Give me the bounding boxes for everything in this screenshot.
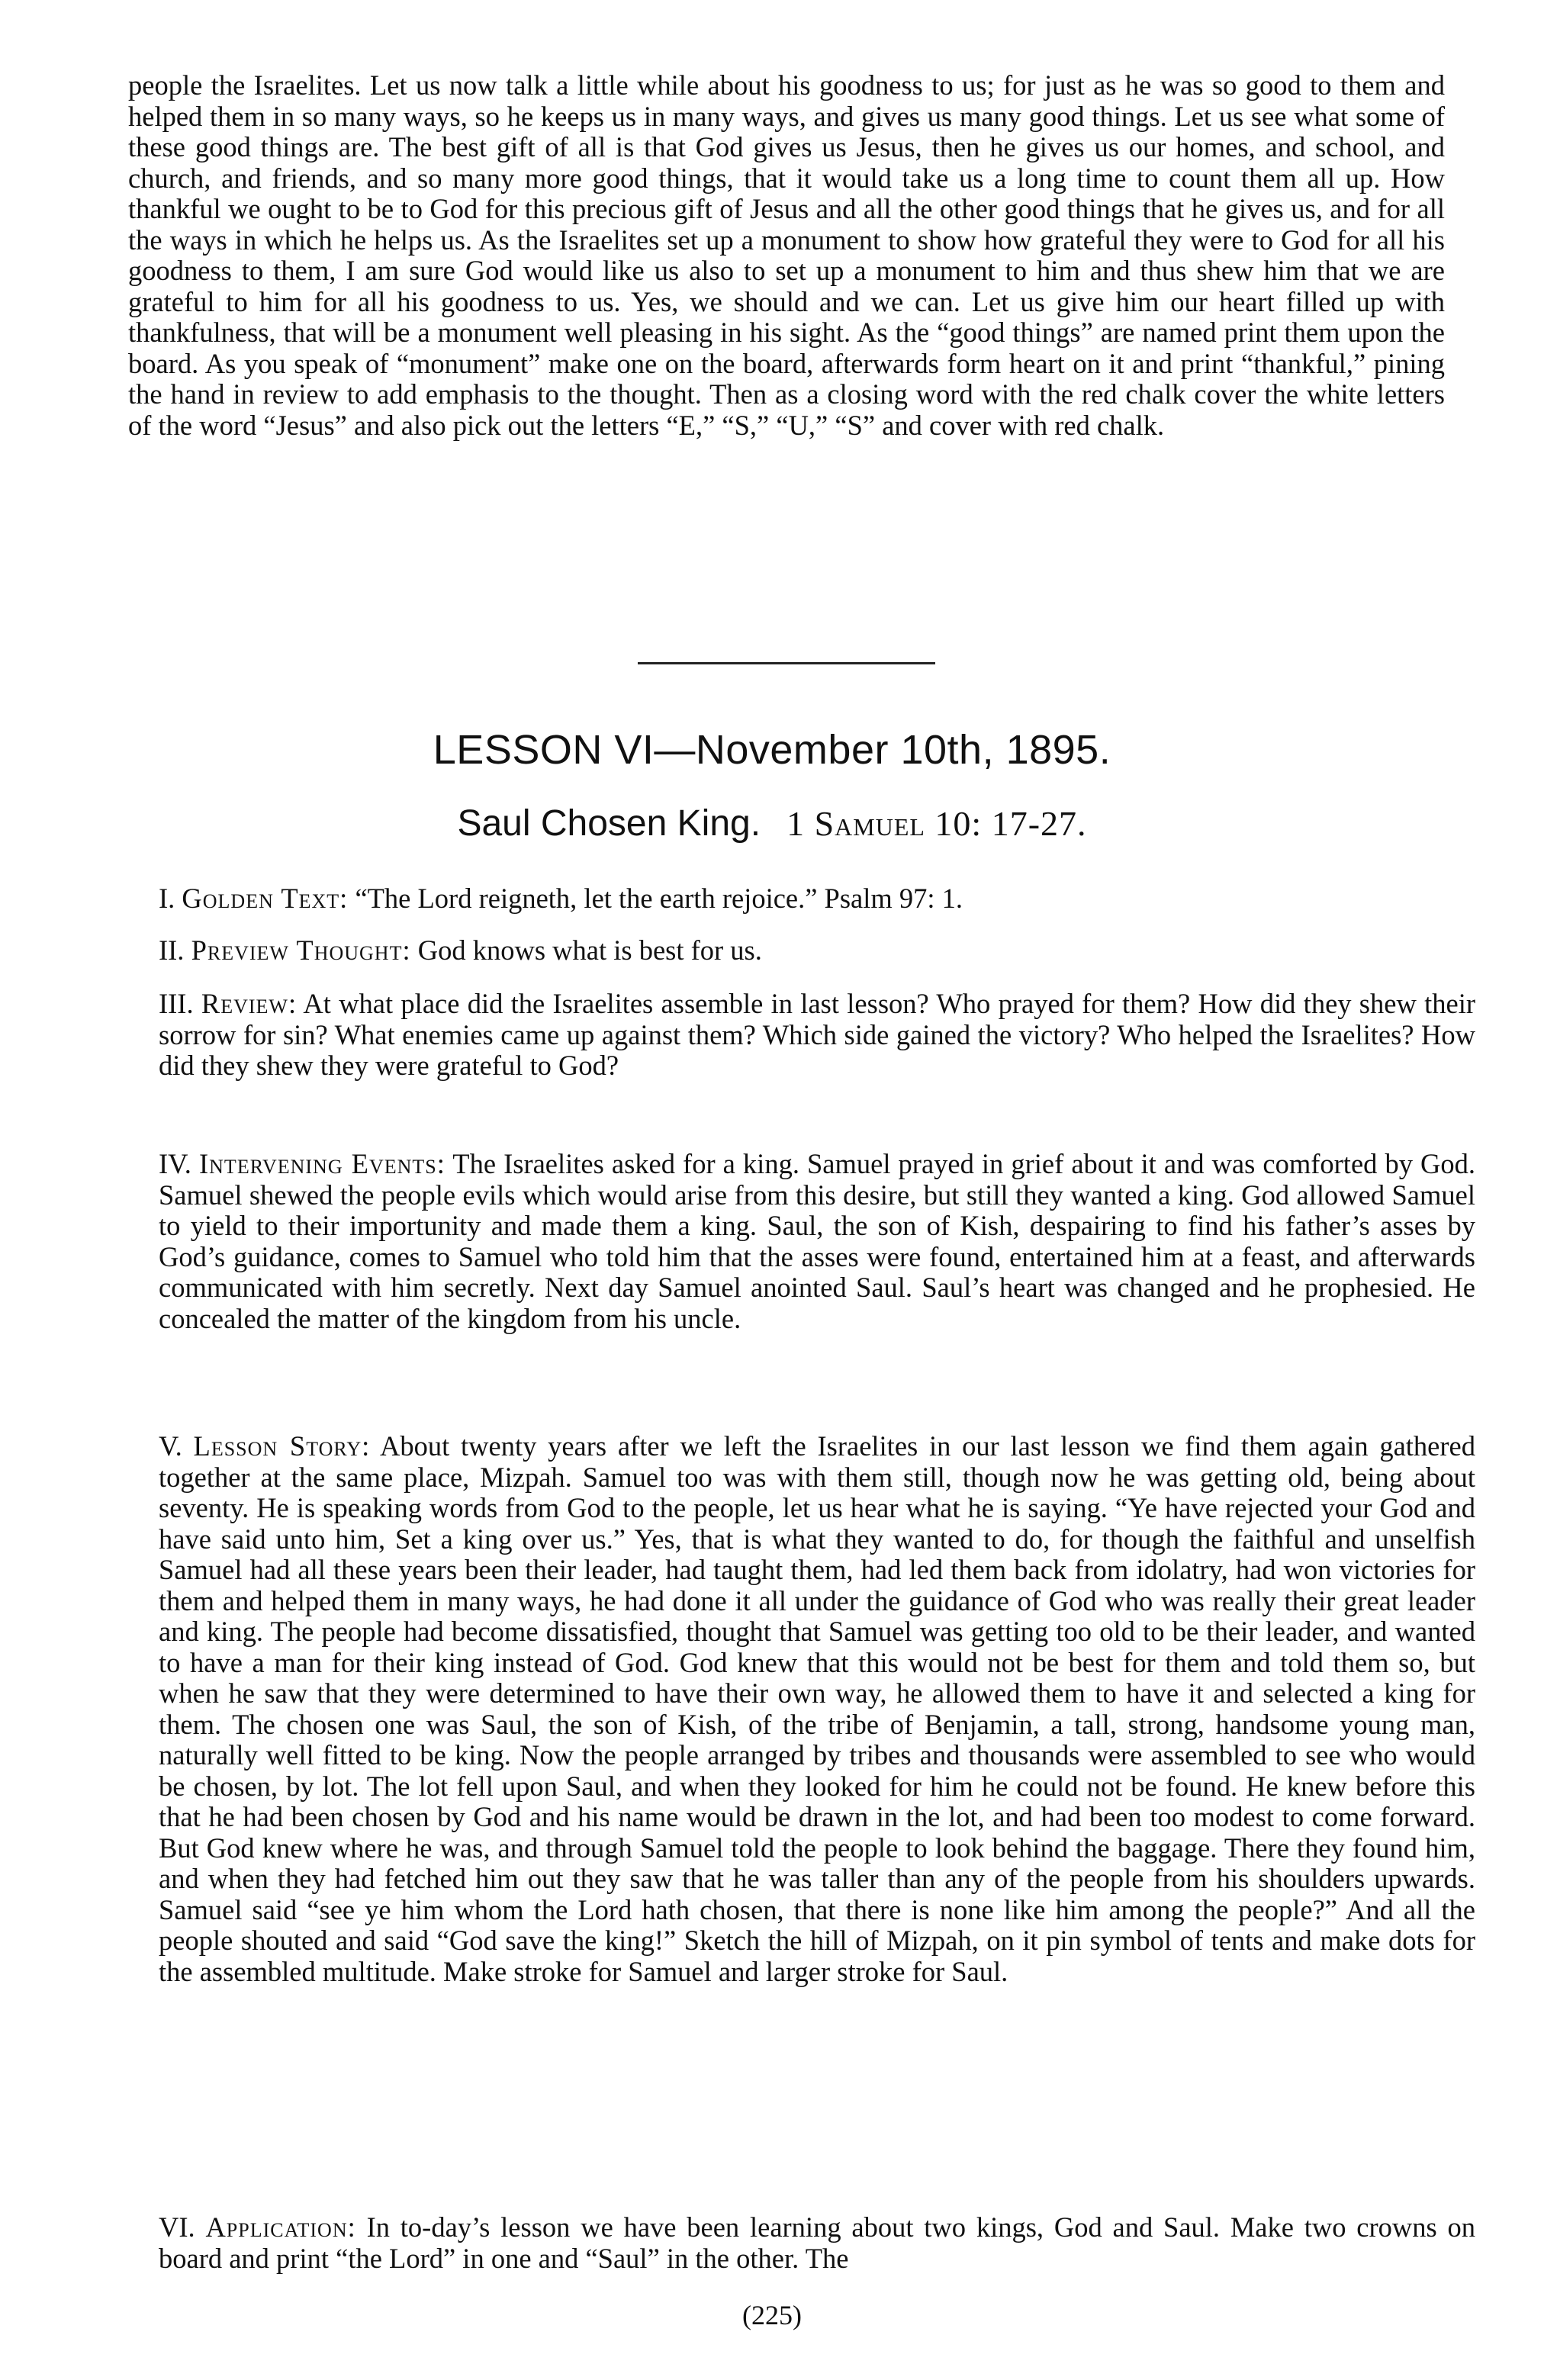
section-divider (638, 662, 935, 664)
scripture-reference: 1 Samuel 10: 17-27. (786, 804, 1087, 843)
section-golden-text (128, 883, 1475, 915)
section-text: In to-day’s lesson we have been learning about two kings, God and Saul. Make two crowns on board and print “the Lord” in one and “Saul” in the other. The (159, 2211, 1476, 2274)
section-intervening-events (128, 1149, 1475, 1334)
section-numeral: VI. (159, 2211, 195, 2243)
section-lesson-story (128, 1431, 1475, 1987)
section-numeral: II. (159, 934, 185, 966)
page-number: (225) (742, 2300, 802, 2330)
section-heading: Preview Thought: (191, 934, 411, 966)
section-numeral: I. (159, 883, 175, 914)
section-heading: Review: (201, 988, 298, 1019)
section-text: God knows what is best for us. (417, 934, 762, 966)
section-text: About twenty years after we left the Israelites in our last lesson we find them again gathered together at the same place, Mizpah. Samuel too was with them still, though now he was getting old, being about seventy. He is speaking words from God to the people, let us hear what he is saying. “Ye have rejected your God and have said unto him, Set a king over us.” Yes, that is what they wanted to do, for though the faithful and unselfish Samuel had all these years been their leader, had taught them, had led them back from idolatry, had won victories for them and helped them in many ways, he had done it all under the guidance of God who was really their great leader and king. The people had become dissatisfied, thought that Samuel was getting too old to be their leader, and wanted to have a man for their king instead of God. God knew that this would not be best for them and told them so, but when he saw that they were determined to have their own way, he allowed them to have it and selected a king for them. The chosen one was Saul, the son of Kish, of the tribe of Benjamin, a tall, strong, handsome young man, naturally well fitted to be king. Now the people arranged by tribes and thousands were assembled to see who would be chosen, by lot. The lot fell upon Saul, and when they looked for him he could not be found. He knew before this that he had been chosen by God and his name would be drawn in the lot, and had been too modest to come forward. But God knew where he was, and through Samuel told the people to look behind the baggage. There they found him, and when they had fetched him out they saw that he was taller than any of the people from his shoulders upwards. Samuel said “see ye him whom the Lord hath chosen, that there is none like him among the people?” And all the people shouted and said “God save the king!” Sketch the hill of Mizpah, on it pin symbol of tents and make dots for the assembled multitude. Make stroke for Samuel and larger stroke for Saul. (159, 1430, 1475, 1987)
section-heading: Lesson Story: (193, 1430, 371, 1462)
section-text: At what place did the Israelites assemble in last lesson? Who prayed for them? How did they shew their sorrow for sin? What enemies came up against them? Which side gained the victory? Who helped the Israelites? How did they shew they were grateful to God? (159, 988, 1475, 1081)
section-application (128, 2212, 1475, 2274)
section-text: “The Lord reigneth, let the earth rejoice.” Psalm 97: 1. (355, 883, 963, 914)
section-heading: Golden Text: (182, 883, 349, 914)
section-review (128, 989, 1475, 1082)
section-text: The Israelites asked for a king. Samuel prayed in grief about it and was comforted by God. Samuel shewed the people evils which would arise from this desire, but still they wanted a king. God allowed Samuel to yield to their importunity and made them a king. Saul, the son of Kish, despairing to find his father’s asses by God’s guidance, comes to Samuel who told him that the asses were found, entertained him at a feast, and afterwards communicated with him secretly. Next day Samuel anointed Saul. Saul’s heart was changed and he prophesied. He concealed the matter of the kingdom from his uncle. (159, 1148, 1475, 1334)
section-heading: Intervening Events: (199, 1148, 446, 1179)
section-numeral: IV. (159, 1148, 191, 1179)
lesson-subtitle (0, 802, 1544, 844)
intro-paragraph: people the Israelites. Let us now talk a little while about his goodness to us; for just as he was so good to them and helped them in so many ways, so he keeps us in many ways, and gives us many good things. Let us see what some of these good things are. The best gift of all is that God gives us Jesus, then he gives us our homes, and school, and church, and friends, and so many more good things, that it would take us a long time to count them all up. How thankful we ought to be to God for this precious gift of Jesus and all the other good things that he gives us, and for all the ways in which he helps us. As the Israelites set up a monument to show how grateful they were to God for all his goodness to them, I am sure God would like us also to set up a monument to him and thus shew him that we are grateful to him for all his goodness to us. Yes, we should and we can. Let us give him our heart filled up with thankfulness, that will be a monument well pleasing in his sight. As the “good things” are named print them upon the board. As you speak of “monument” make one on the board, afterwards form heart on it and print “thankful,” pining the hand in review to add emphasis to the thought. Then as a closing word with the red chalk cover the white letters of the word “Jesus” and also pick out the letters “E,” “S,” “U,” “S” and cover with red chalk. (128, 69, 1445, 441)
section-numeral: III. (159, 988, 194, 1019)
section-preview-thought (128, 935, 1475, 966)
section-heading: Application: (205, 2211, 356, 2243)
section-numeral: V. (159, 1430, 182, 1462)
lesson-subject: Saul Chosen King. (457, 803, 761, 844)
lesson-title: LESSON VI—November 10th, 1895. (433, 727, 1111, 773)
